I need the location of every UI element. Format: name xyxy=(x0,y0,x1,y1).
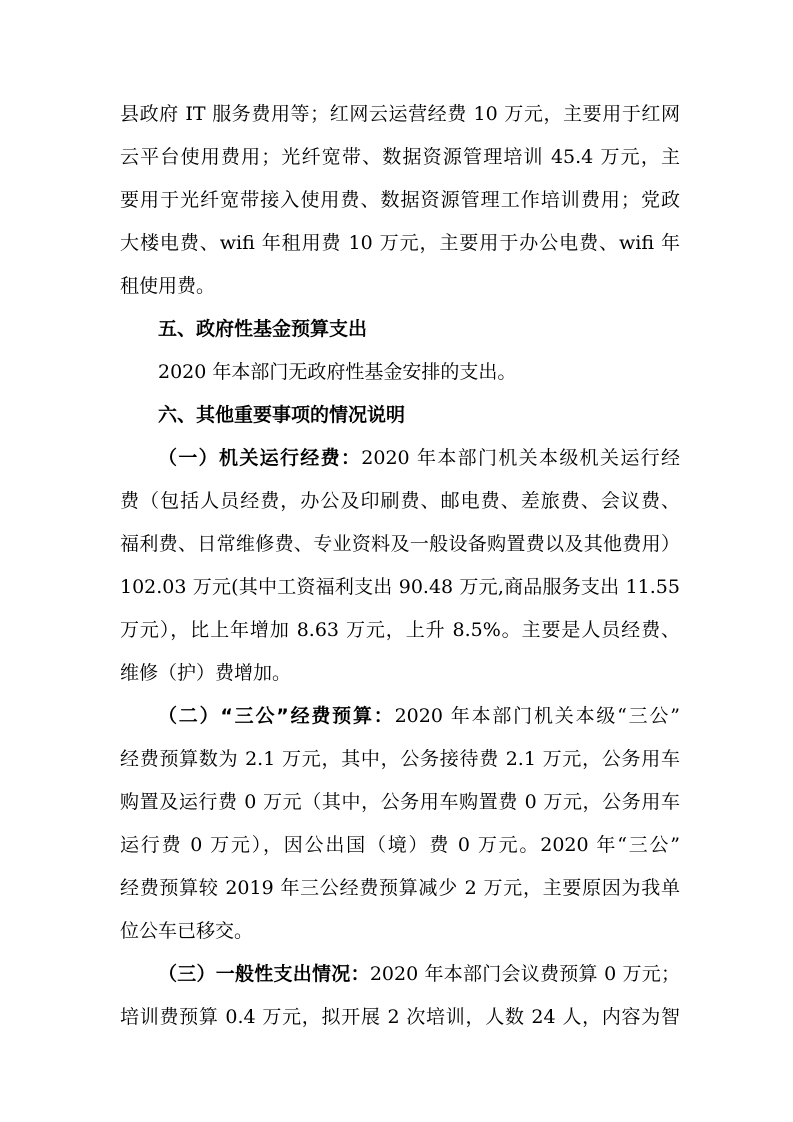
paragraph-line: 租使用费。 xyxy=(120,275,216,297)
item-1-text: 2020 年本部门机关本级机关运行经 xyxy=(361,447,680,469)
item-2-text: 2020 年本部门机关本级“三公” xyxy=(394,705,680,727)
section-heading-5: 五、政府性基金预算支出 xyxy=(158,318,368,340)
item-2-label: （二）“三公”经费预算： xyxy=(158,705,395,727)
paragraph-line: 培训费预算 0.4 万元，拟开展 2 次培训，人数 24 人，内容为智 xyxy=(120,1006,680,1028)
paragraph-line: 云平台使用费用；光纤宽带、数据资源管理培训 45.4 万元，主 xyxy=(120,146,680,168)
paragraph-line: 102.03 万元(其中工资福利支出 90.48 万元,商品服务支出 11.55 xyxy=(120,576,680,598)
paragraph-line: 购置及运行费 0 万元（其中，公务用车购置费 0 万元，公务用车 xyxy=(120,791,680,813)
paragraph-line: 经费预算数为 2.1 万元，其中，公务接待费 2.1 万元，公务用车 xyxy=(120,748,680,770)
item-3-first-line xyxy=(158,962,680,986)
paragraph-line: 经费预算较 2019 年三公经费预算减少 2 万元，主要原因为我单 xyxy=(120,877,680,899)
paragraph-line: 费（包括人员经费，办公及印刷费、邮电费、差旅费、会议费、 xyxy=(120,490,680,512)
paragraph-line: 万元），比上年增加 8.63 万元，上升 8.5%。主要是人员经费、 xyxy=(120,619,680,641)
section-heading-6: 六、其他重要事项的情况说明 xyxy=(158,404,406,426)
item-1-first-line xyxy=(158,446,680,470)
item-3-text: 2020 年本部门会议费预算 0 万元； xyxy=(369,963,680,985)
paragraph-line: 运行费 0 万元），因公出国（境）费 0 万元。2020 年“三公” xyxy=(120,834,680,856)
item-2-first-line xyxy=(158,704,680,728)
paragraph-line: 要用于光纤宽带接入使用费、数据资源管理工作培训费用；党政 xyxy=(120,189,680,211)
paragraph-line: 维修（护）费增加。 xyxy=(120,662,292,684)
paragraph-line: 位公车已移交。 xyxy=(120,920,254,942)
section-5-body: 2020 年本部门无政府性基金安排的支出。 xyxy=(158,361,517,383)
item-3-label: （三）一般性支出情况： xyxy=(158,963,370,985)
paragraph-line: 县政府 IT 服务费用等；红网云运营经费 10 万元，主要用于红网 xyxy=(120,103,680,125)
paragraph-line: 大楼电费、wifi 年租用费 10 万元，主要用于办公电费、wifi 年 xyxy=(120,232,680,254)
item-1-label: （一）机关运行经费： xyxy=(158,447,362,469)
paragraph-line: 福利费、日常维修费、专业资料及一般设备购置费以及其他费用） xyxy=(120,533,680,555)
